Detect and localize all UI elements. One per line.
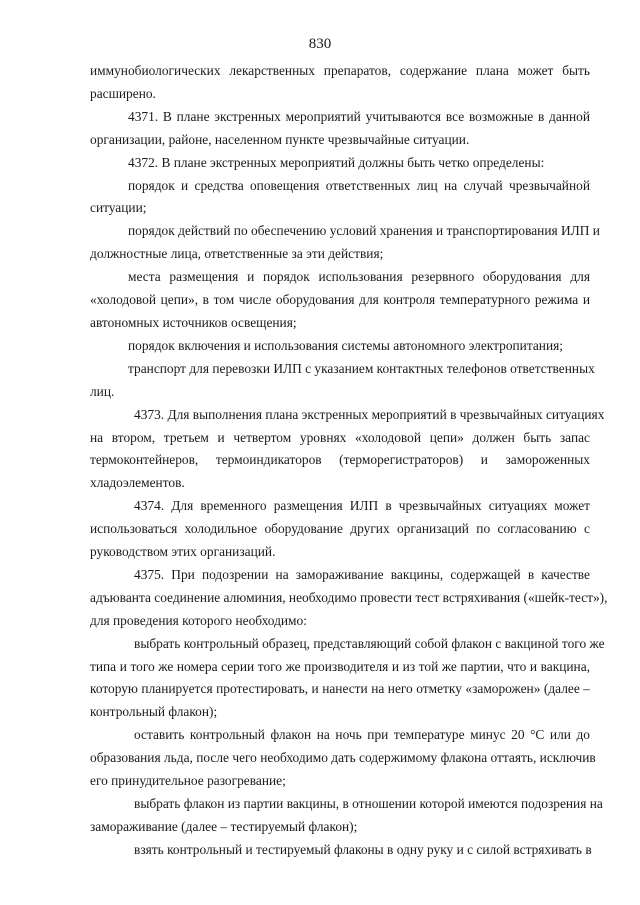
text-line: порядок действий по обеспечению условий хранения и транспортирования ИЛП и bbox=[128, 223, 600, 239]
text-line: автономных источников освещения; bbox=[90, 314, 297, 330]
text-line: на втором, третьем и четвертом уровнях «холодовой цепи» должен быть запас bbox=[90, 429, 590, 445]
page-number: 830 bbox=[308, 36, 332, 52]
text-line: лиц. bbox=[90, 383, 115, 399]
text-line: руководством этих организаций. bbox=[90, 544, 276, 560]
text-line: термоконтейнеров, термоиндикаторов (терморегистраторов) и замороженных bbox=[90, 452, 590, 468]
text-line: «холодовой цепи», в том числе оборудования для контроля температурного режима и bbox=[90, 292, 590, 308]
text-line: образования льда, после чего необходимо дать содержимому флакона оттаять, исключив bbox=[90, 750, 596, 766]
text-line: типа и того же номера серии того же производителя и из той же партии, что и вакцина, bbox=[90, 658, 590, 674]
text-line: 4372. В плане экстренных мероприятий должны быть четко определены: bbox=[128, 154, 545, 170]
text-line: выбрать флакон из партии вакцины, в отношении которой имеются подозрения на bbox=[134, 796, 603, 811]
text-line: транспорт для перевозки ИЛП с указанием контактных телефонов ответственных bbox=[128, 360, 595, 376]
text-line: ситуации; bbox=[90, 200, 147, 216]
text-line: замораживание (далее – тестируемый флакон); bbox=[90, 818, 358, 834]
text-line: использоваться холодильное оборудование других организаций по согласованию с bbox=[90, 521, 590, 537]
text-line: контрольный флакон); bbox=[90, 704, 218, 720]
text-line: 4371. В плане экстренных мероприятий учитываются все возможные в данной bbox=[128, 108, 590, 124]
text-line: расширено. bbox=[90, 85, 156, 101]
text-line: 4374. Для временного размещения ИЛП в чрезвычайных ситуациях может bbox=[134, 498, 590, 514]
text-line: порядок и средства оповещения ответственных лиц на случай чрезвычайной bbox=[128, 177, 590, 193]
text-line: которую планируется протестировать, и нанести на него отметку «заморожен» (далее – bbox=[90, 681, 590, 697]
text-line: места размещения и порядок использования резервного оборудования для bbox=[128, 269, 590, 285]
text-line: выбрать контрольный образец, представляющий собой флакон с вакциной того же bbox=[134, 635, 605, 651]
text-line: для проведения которого необходимо: bbox=[90, 612, 307, 628]
document-body bbox=[90, 60, 608, 862]
text-line: его принудительное разогревание; bbox=[90, 773, 286, 789]
text-line: хладоэлементов. bbox=[90, 475, 185, 491]
text-line: организации, районе, населенном пункте чрезвычайные ситуации. bbox=[90, 131, 470, 147]
text-line: адъюванта соединение алюминия, необходимо провести тест встряхивания («шейк-тест»), bbox=[90, 589, 608, 605]
text-line: иммунобиологических лекарственных препаратов, содержание плана может быть bbox=[90, 63, 590, 78]
text-line: 4373. Для выполнения плана экстренных мероприятий в чрезвычайных ситуациях bbox=[134, 406, 605, 422]
text-line: порядок включения и использования системы автономного электропитания; bbox=[128, 337, 564, 353]
text-line: взять контрольный и тестируемый флаконы в одну руку и с силой встряхивать в bbox=[134, 841, 592, 857]
text-line: должностные лица, ответственные за эти действия; bbox=[90, 246, 384, 262]
text-line: оставить контрольный флакон на ночь при температуре минус 20 °С или до bbox=[134, 727, 590, 743]
text-line: 4375. При подозрении на замораживание вакцины, содержащей в качестве bbox=[134, 566, 590, 582]
